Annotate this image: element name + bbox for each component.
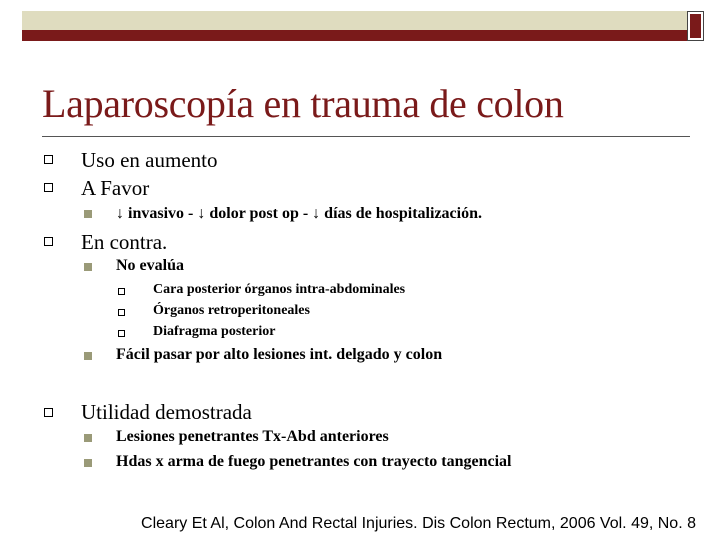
bullet-a-favor: A Favor	[81, 176, 150, 200]
filled-square-bullet-icon	[84, 434, 92, 442]
bullet-utilidad-demostrada: Utilidad demostrada	[81, 400, 252, 424]
bullet-a-favor-detail: ↓ invasivo - ↓ dolor post op - ↓ días de hospitalización.	[116, 205, 482, 222]
filled-square-bullet-icon	[84, 352, 92, 360]
bullet-cara-posterior: Cara posterior órganos intra-abdominales	[153, 282, 406, 297]
bullet-en-contra: En contra.	[81, 230, 168, 254]
small-hollow-square-bullet-icon	[118, 288, 125, 295]
hollow-square-bullet-icon	[44, 183, 53, 192]
citation: Cleary Et Al, Colon And Rectal Injuries. Dis Colon Rectum, 2006 Vol. 49, No. 8	[141, 515, 696, 532]
bullet-uso-en-aumento: Uso en aumento	[81, 148, 218, 172]
header-bar-dark	[22, 30, 687, 41]
title-divider	[42, 136, 690, 137]
hollow-square-bullet-icon	[44, 237, 53, 246]
bullet-organos-retroperitoneales: Órganos retroperitoneales	[153, 303, 310, 318]
small-hollow-square-bullet-icon	[118, 309, 125, 316]
header-bar-light	[22, 11, 687, 30]
bullet-hdas-arma-fuego: Hdas x arma de fuego penetrantes con trayecto tangencial	[116, 453, 512, 470]
small-hollow-square-bullet-icon	[118, 330, 125, 337]
filled-square-bullet-icon	[84, 210, 92, 218]
filled-square-bullet-icon	[84, 459, 92, 467]
hollow-square-bullet-icon	[44, 155, 53, 164]
filled-square-bullet-icon	[84, 263, 92, 271]
bullet-diafragma-posterior: Diafragma posterior	[153, 324, 276, 339]
header-corner-accent	[690, 14, 701, 38]
hollow-square-bullet-icon	[44, 408, 53, 417]
slide-title: Laparoscopía en trauma de colon	[42, 81, 564, 126]
bullet-lesiones-penetrantes: Lesiones penetrantes Tx-Abd anteriores	[116, 428, 389, 445]
bullet-facil-pasar: Fácil pasar por alto lesiones int. delgado y colon	[116, 346, 443, 363]
bullet-no-evalua: No evalúa	[116, 257, 184, 274]
